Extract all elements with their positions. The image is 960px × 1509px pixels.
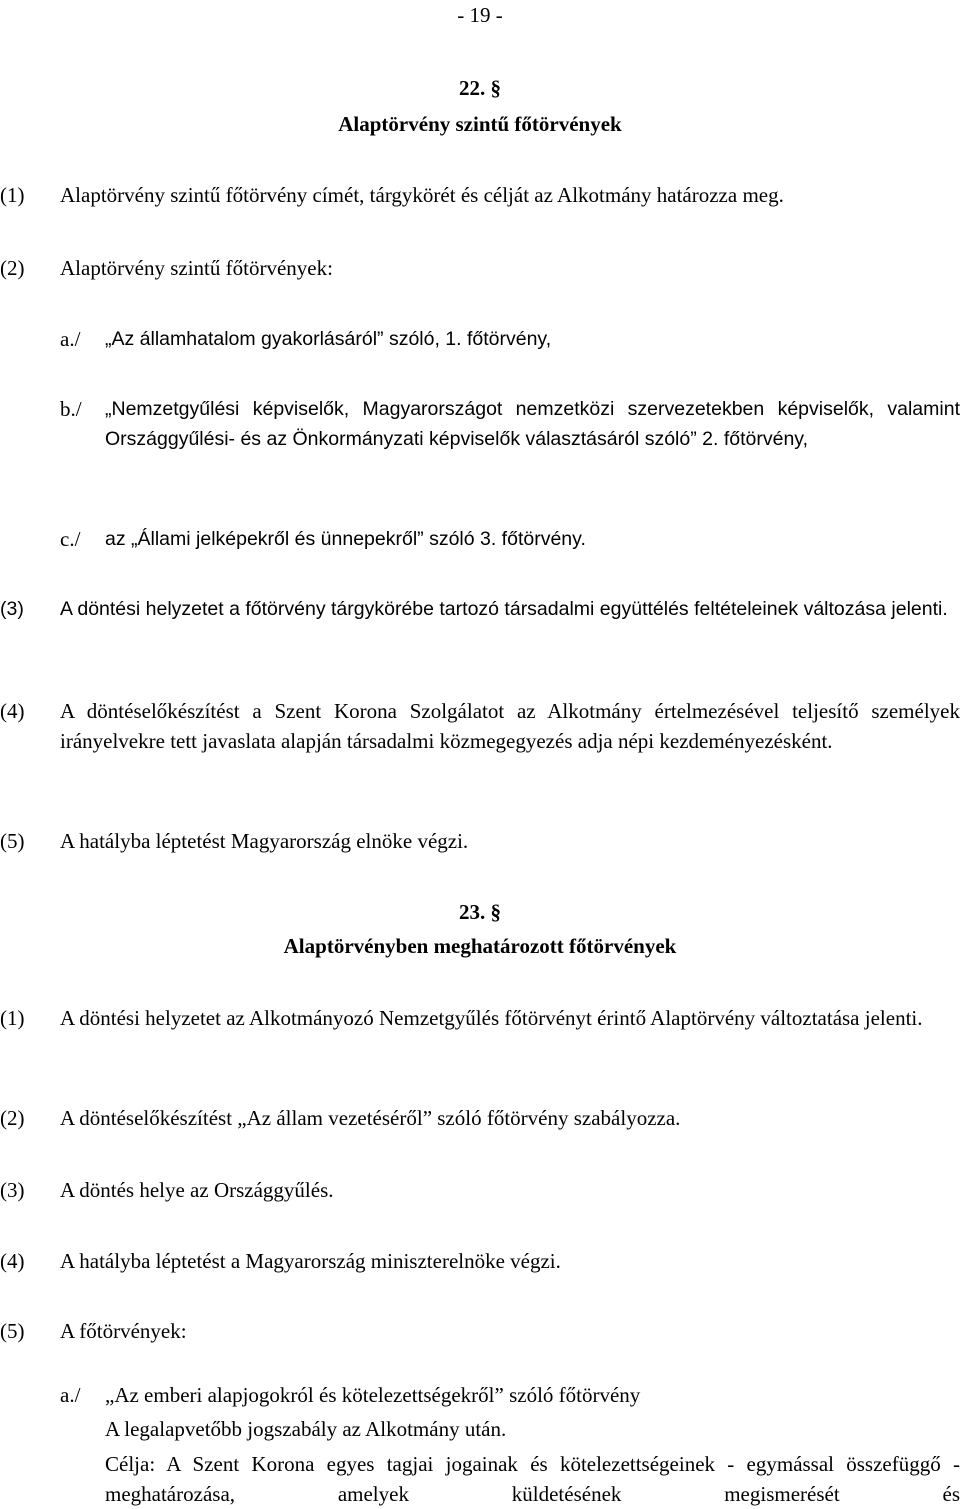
- paragraph-number: (4): [0, 699, 25, 723]
- paragraph-number: (3): [0, 598, 24, 620]
- paragraph-text: A döntéselőkészítést „Az állam vezetéséről” szóló főtörvény szabályozza.: [60, 1106, 681, 1130]
- paragraph-number: (1): [0, 1006, 25, 1030]
- section-22-number: 22. §: [459, 76, 501, 100]
- paragraph-number: (2): [0, 256, 25, 280]
- paragraph-number: (1): [0, 183, 25, 207]
- page-number: - 19 -: [457, 3, 503, 27]
- section-23-title: Alaptörvényben meghatározott főtörvények: [283, 934, 677, 958]
- paragraph-text: A hatályba léptetést Magyarország elnöke végzi.: [60, 829, 469, 853]
- paragraph-number: (5): [0, 1319, 25, 1343]
- paragraph-number: (4): [0, 1249, 25, 1273]
- paragraph-text: Alaptörvény szintű főtörvények:: [60, 256, 333, 280]
- item-letter: b./: [60, 397, 82, 421]
- section-23-number: 23. §: [459, 900, 501, 924]
- paragraph-text: A döntéselőkészítést a Szent Korona Szolgálatot az Alkotmány értelmezésével teljesítő személyek irányelvekre tett javaslata alapján társadalmi közmegegyezés adja népi kezdeményezésként.: [60, 699, 960, 753]
- paragraph-text: A döntési helyzetet a főtörvény tárgykörébe tartozó társadalmi együttélés feltételeinek változása jelenti.: [60, 598, 948, 620]
- paragraph-text: A főtörvények:: [60, 1319, 187, 1343]
- section-22-title: Alaptörvény szintű főtörvények: [338, 112, 622, 136]
- paragraph-text: A döntési helyzetet az Alkotmányozó Nemzetgyűlés főtörvényt érintő Alaptörvény változtatása jelenti.: [60, 1006, 923, 1030]
- item-text: az „Állami jelképekről és ünnepekről” szóló 3. főtörvény.: [105, 528, 586, 550]
- item-line-2: A legalapvetőbb jogszabály az Alkotmány után.: [105, 1417, 507, 1441]
- item-text: „Nemzetgyűlési képviselők, Magyarországot nemzetközi szervezetekben képviselők, valamint Országgyűlési- és az Önkormányzati képviselők választásáról szóló” 2. főtörvény,: [105, 398, 960, 450]
- item-letter: a./: [60, 327, 81, 351]
- paragraph-text: A döntés helye az Országgyűlés.: [60, 1178, 334, 1202]
- item-letter: a./: [60, 1383, 81, 1407]
- item-title: „Az emberi alapjogokról és kötelezettségekről” szóló főtörvény: [105, 1383, 641, 1407]
- item-text: „Az államhatalom gyakorlásáról” szóló, 1. főtörvény,: [105, 328, 552, 350]
- paragraph-number: (2): [0, 1106, 25, 1130]
- item-line-3: Célja: A Szent Korona egyes tagjai jogainak és kötelezettségeinek - egymással összefüggő - meghatározása, amelyek küldetésének megismerését és: [105, 1452, 960, 1506]
- item-letter: c./: [60, 527, 81, 551]
- paragraph-text: A hatályba léptetést a Magyarország miniszterelnöke végzi.: [60, 1249, 561, 1273]
- paragraph-text: Alaptörvény szintű főtörvény címét, tárgykörét és célját az Alkotmány határozza meg.: [60, 183, 784, 207]
- paragraph-number: (5): [0, 829, 25, 853]
- paragraph-number: (3): [0, 1178, 25, 1202]
